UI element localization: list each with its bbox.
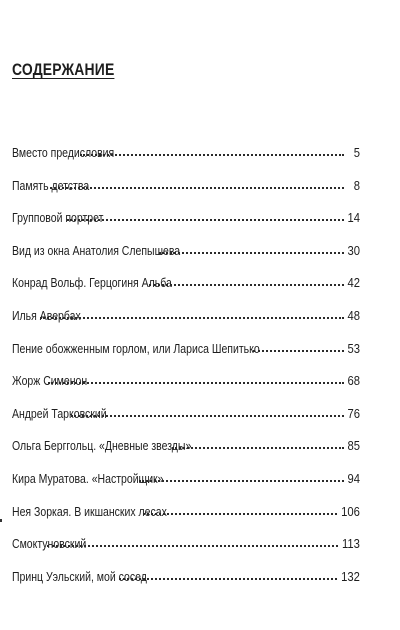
toc-entry-title: Вид из окна Анатолия Слепышева bbox=[12, 243, 181, 258]
toc-entry bbox=[12, 339, 360, 372]
dot-leader bbox=[80, 142, 344, 156]
toc-entry bbox=[12, 306, 360, 339]
toc-heading: СОДЕРЖАНИЕ bbox=[12, 60, 115, 79]
toc-entry-title: Кира Муратова. «Настройщик» bbox=[12, 471, 164, 486]
dot-leader bbox=[47, 533, 338, 547]
toc-entry-title: Смоктуновский bbox=[12, 537, 87, 552]
toc-entry-page: 94 bbox=[347, 471, 360, 486]
toc-entry-title: Ольга Берггольц. «Дневные звезды» bbox=[12, 439, 192, 454]
toc-entry bbox=[12, 176, 360, 209]
toc-list bbox=[12, 143, 360, 599]
dot-leader bbox=[159, 240, 344, 254]
toc-entry-page: 48 bbox=[347, 308, 360, 323]
toc-entry-page: 106 bbox=[341, 504, 360, 519]
dot-leader bbox=[50, 175, 344, 189]
dot-leader bbox=[253, 338, 344, 352]
toc-entry-title: Групповой портрет bbox=[12, 211, 104, 226]
toc-entry-page: 42 bbox=[347, 276, 360, 291]
dot-leader bbox=[71, 403, 344, 417]
toc-entry bbox=[12, 143, 360, 176]
dot-leader bbox=[67, 207, 344, 221]
toc-entry-title: Пение обожженным горлом, или Лариса Шепитько bbox=[12, 341, 260, 356]
toc-entry-title: Память детства bbox=[12, 178, 90, 193]
toc-entry-page: 68 bbox=[347, 374, 360, 389]
dot-leader bbox=[143, 501, 337, 515]
toc-entry-title: Илья Авербах bbox=[12, 308, 81, 323]
dot-leader bbox=[149, 272, 344, 286]
toc-entry-title: Андрей Тарковский bbox=[12, 406, 107, 421]
toc-entry-title: Конрад Вольф. Герцогиня Альба bbox=[12, 276, 172, 291]
toc-entry bbox=[12, 567, 360, 600]
toc-entry-page: 76 bbox=[347, 406, 360, 421]
toc-entry bbox=[12, 469, 360, 502]
toc-entry-page: 113 bbox=[342, 537, 360, 552]
toc-entry-title: Вместо предисловия bbox=[12, 146, 115, 160]
toc-entry-page: 132 bbox=[341, 569, 360, 584]
margin-mark bbox=[0, 519, 2, 522]
dot-leader bbox=[119, 566, 337, 580]
toc-entry-title: Жорж Сименон bbox=[12, 374, 88, 389]
toc-entry-page: 85 bbox=[347, 439, 360, 454]
dot-leader bbox=[40, 305, 344, 319]
toc-entry bbox=[12, 208, 360, 241]
dot-leader bbox=[48, 370, 344, 384]
toc-entry-page: 53 bbox=[347, 341, 360, 356]
toc-entry bbox=[12, 534, 360, 567]
toc-entry bbox=[12, 371, 360, 404]
toc-entry-page: 5 bbox=[353, 146, 360, 160]
toc-entry bbox=[12, 273, 360, 306]
toc-entry-title: Нея Зоркая. В икшанских лесах bbox=[12, 504, 167, 519]
toc-entry-page: 8 bbox=[353, 178, 360, 193]
toc-entry bbox=[12, 502, 360, 535]
toc-entry-title: Принц Уэльский, мой сосед bbox=[12, 569, 147, 584]
toc-entry bbox=[12, 404, 360, 437]
toc-entry bbox=[12, 241, 360, 274]
dot-leader bbox=[172, 435, 344, 449]
toc-entry-page: 14 bbox=[347, 211, 360, 226]
toc-entry bbox=[12, 436, 360, 469]
toc-entry-page: 30 bbox=[347, 243, 360, 258]
dot-leader bbox=[139, 468, 344, 482]
